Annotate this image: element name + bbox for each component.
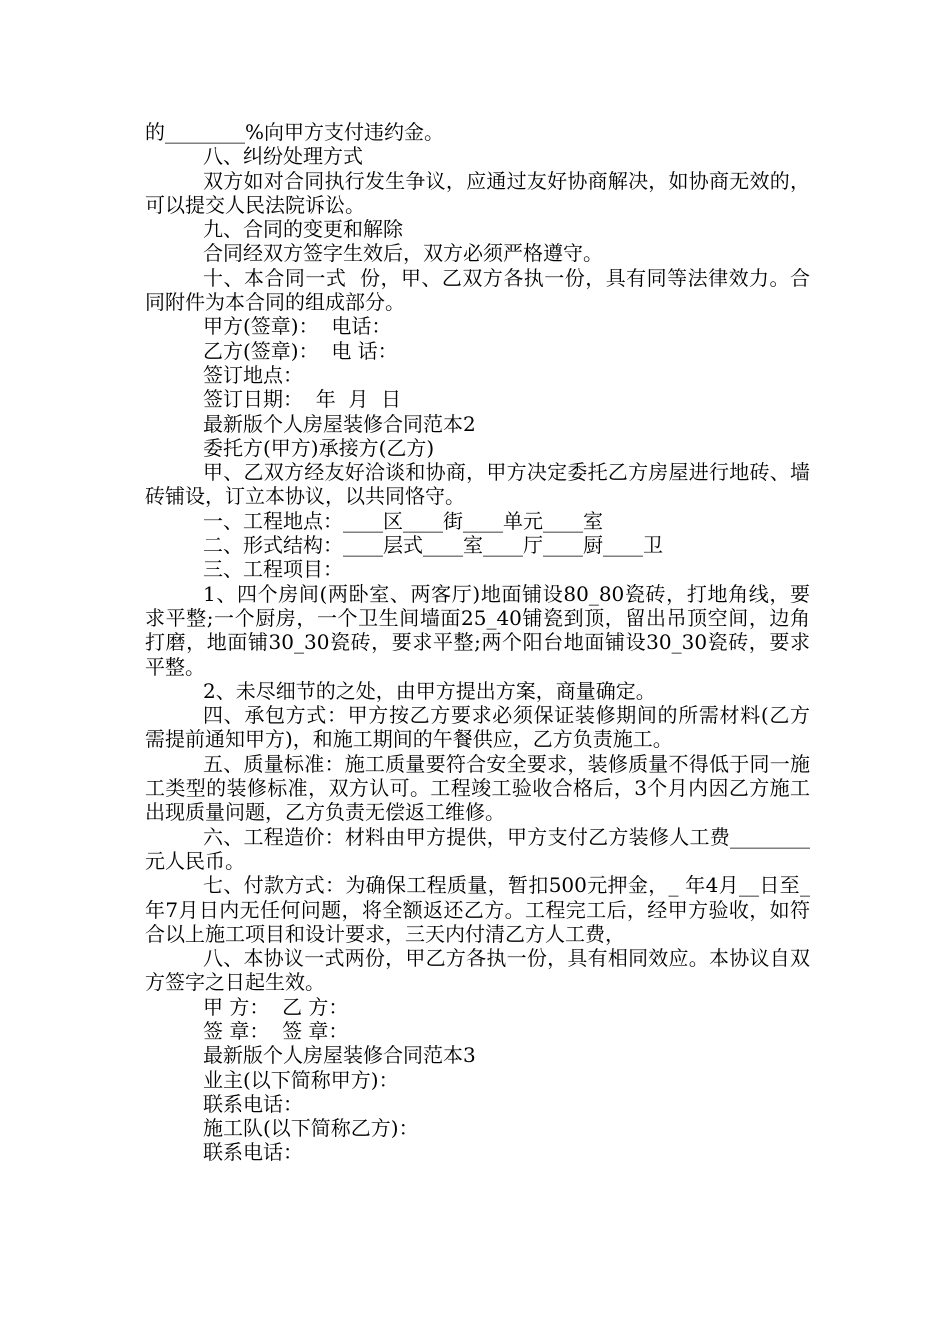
section-title: 最新版个人房屋装修合同范本3	[203, 1043, 476, 1068]
paragraph: 三、工程项目：	[203, 557, 343, 582]
paragraph: 六、工程造价：材料由甲方提供，甲方支付乙方装修人工费________元人民币。	[145, 824, 810, 873]
paragraph: 签 章： 签 章：	[203, 1018, 349, 1043]
paragraph: 施工队(以下简称乙方)：	[203, 1116, 419, 1141]
paragraph: 七、付款方式：为确保工程质量，暂扣500元押金，_ 年4月__日至_年7月日内无任何问题，将全额返还乙方。工程完工后，经甲方验收，如符合以上施工项目和设计要求，三天内付清乙方人工费，	[145, 873, 810, 946]
section-title: 最新版个人房屋装修合同范本2	[203, 411, 476, 436]
document-body	[145, 120, 810, 1165]
paragraph: 委托方(甲方)承接方(乙方)	[203, 435, 435, 460]
paragraph: 一、工程地点：____区____街____单元____室	[203, 508, 603, 533]
paragraph: 联系电话：	[203, 1140, 303, 1165]
paragraph: 双方如对合同执行发生争议，应通过友好协商解决，如协商无效的，可以提交人民法院诉讼。	[145, 168, 810, 217]
paragraph: 四、承包方式：甲方按乙方要求必须保证装修期间的所需材料(乙方需提前通知甲方)，和施工期间的午餐供应，乙方负责施工。	[145, 703, 810, 752]
paragraph: 八、本协议一式两份，甲乙方各执一份，具有相同效应。本协议自双方签字之日起生效。	[145, 946, 810, 995]
paragraph: 的________%向甲方支付违约金。	[145, 120, 445, 144]
paragraph: 十、本合同一式 份，甲、乙双方各执一份，具有同等法律效力。合同附件为本合同的组成部分。	[145, 265, 810, 315]
paragraph: 1、四个房间(两卧室、两客厅)地面铺设80_80瓷砖，打地角线，要求平整;一个厨房，一个卫生间墙面25_40铺瓷到顶，留出吊顶空间，边角打磨，地面铺30_30瓷砖，要求平整;两个阳台地面铺设30_30瓷砖，要求平整。	[145, 581, 810, 679]
paragraph: 九、合同的变更和解除	[203, 217, 403, 242]
paragraph: 五、质量标准：施工质量要符合安全要求，装修质量不得低于同一施工类型的装修标准，双方认可。工程竣工验收合格后，3个月内因乙方施工出现质量问题，乙方负责无偿返工维修。	[145, 751, 810, 825]
paragraph: 签订地点：	[203, 362, 303, 387]
paragraph: 甲方(签章)： 电话：	[203, 314, 392, 339]
paragraph: 联系电话：	[203, 1091, 303, 1116]
paragraph: 甲 方： 乙 方：	[203, 994, 349, 1019]
paragraph: 2、未尽细节的之处，由甲方提出方案，商量确定。	[203, 678, 656, 703]
paragraph: 二、形式结构：____层式____室____厅____厨____卫	[203, 533, 663, 558]
paragraph: 八、纠纷处理方式	[203, 144, 363, 169]
paragraph: 签订日期： 年 月 日	[203, 387, 402, 412]
paragraph: 乙方(签章)： 电 话：	[203, 338, 398, 363]
paragraph: 甲、乙双方经友好洽谈和协商，甲方决定委托乙方房屋进行地砖、墙砖铺设，订立本协议，以共同恪守。	[145, 460, 810, 509]
paragraph: 合同经双方签字生效后，双方必须严格遵守。	[203, 241, 603, 266]
paragraph: 业主(以下简称甲方)：	[203, 1067, 399, 1092]
